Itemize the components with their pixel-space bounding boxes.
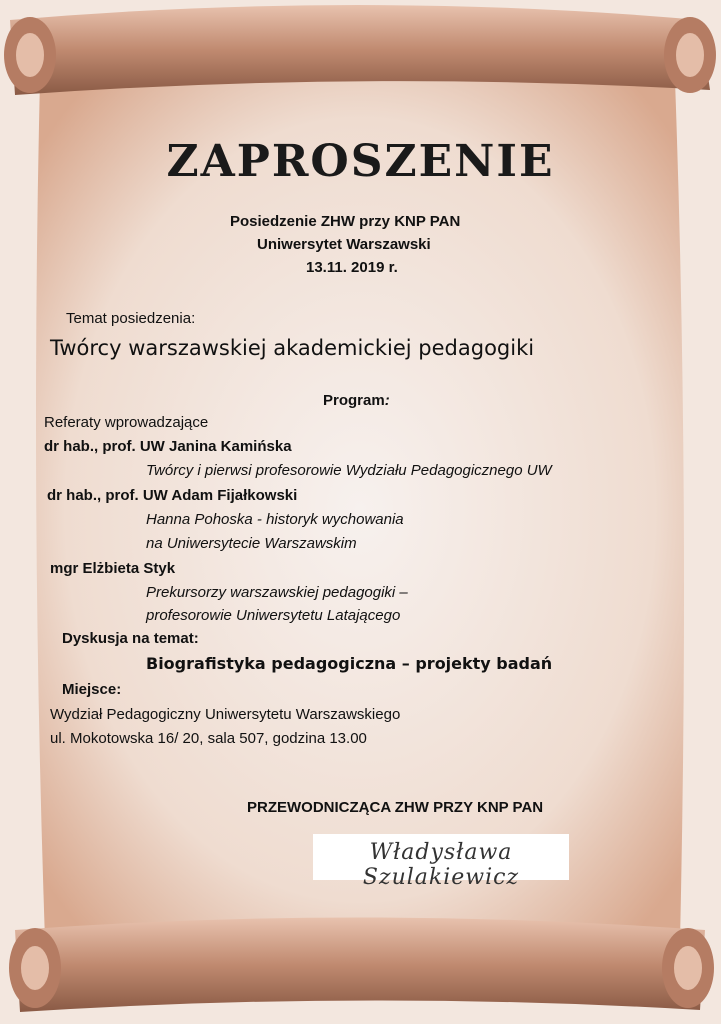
speaker-3-name: mgr Elżbieta Styk: [50, 560, 176, 577]
place-line1: Wydział Pedagogiczny Uniwersytetu Warszawskiego: [50, 706, 401, 723]
university-line: Uniwersytet Warszawski: [257, 236, 431, 253]
bottom-roll: [15, 918, 705, 1013]
place-line2: ul. Mokotowska 16/ 20, sala 507, godzina 13.00: [50, 730, 367, 747]
intro-talks-label: Referaty wprowadzające: [44, 414, 209, 431]
chair-title: PRZEWODNICZĄCA ZHW PRZY KNP PAN: [247, 799, 544, 816]
topic-label: Temat posiedzenia:: [66, 310, 196, 327]
program-heading: [323, 392, 390, 409]
signature: Władysława Szulakiewicz: [362, 840, 520, 890]
speaker-2-talk-line1: Hanna Pohoska - historyk wychowania: [146, 511, 404, 528]
discussion-label: Dyskusja na temat:: [62, 630, 199, 647]
program-heading-colon: :: [384, 392, 390, 409]
place-label: Miejsce:: [62, 681, 122, 698]
speaker-3-talk-line2: profesorowie Uniwersytetu Latającego: [146, 607, 401, 624]
meeting-date: 13.11. 2019 r.: [306, 259, 398, 276]
meeting-line: Posiedzenie ZHW przy KNP PAN: [230, 213, 461, 230]
speaker-1-name: dr hab., prof. UW Janina Kamińska: [44, 438, 292, 455]
topic-title: Twórcy warszawskiej akademickiej pedagogiki: [50, 336, 535, 360]
speaker-2-talk-line2: na Uniwersytecie Warszawskim: [146, 535, 357, 552]
program-heading-text: Program: [323, 392, 385, 409]
signature-box: [313, 834, 569, 890]
speaker-2-name: dr hab., prof. UW Adam Fijałkowski: [47, 487, 298, 504]
invitation-title: ZAPROSZENIE: [166, 136, 555, 187]
speaker-1-talk: Twórcy i pierwsi profesorowie Wydziału Pedagogicznego UW: [146, 462, 552, 479]
speaker-3-talk-line1: Prekursorzy warszawskiej pedagogiki –: [146, 584, 408, 601]
discussion-topic: Biografistyka pedagogiczna – projekty badań: [146, 654, 553, 673]
